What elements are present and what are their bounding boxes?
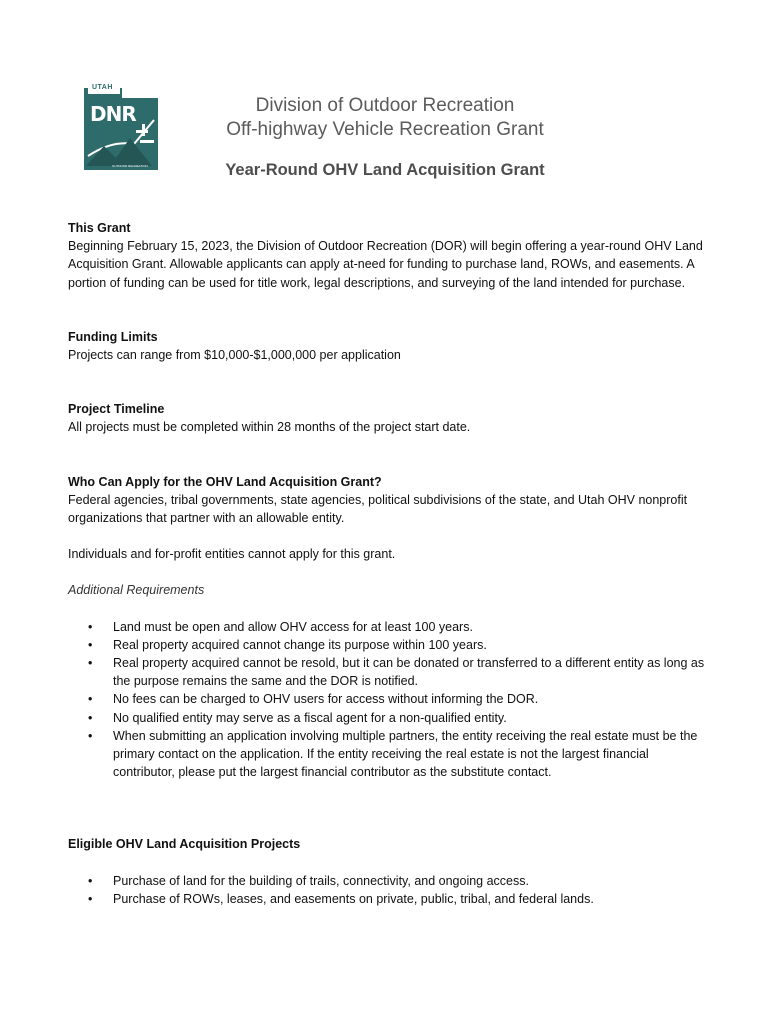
header-division-title: Division of Outdoor Recreation [255, 95, 515, 116]
section-body-this-grant: Beginning February 15, 2023, the Division of Outdoor Recreation (DOR) will begin offering a year-round OHV Land Acquisition Grant. Allowable applicants can apply at-need for funding to purchase land, ROWs, and easements. A portion of funding can be used for title work, legal descriptions, and surveying of the land intended for purchase. [68, 239, 703, 290]
bullet-icon: • [88, 619, 93, 634]
list-item [68, 654, 708, 690]
bullet-icon: • [88, 891, 93, 906]
logo-main-text: DNR [90, 102, 136, 126]
section-body-project-timeline: All projects must be completed within 28 months of the project start date. [68, 420, 471, 435]
bullet-icon: • [88, 728, 93, 743]
requirements-list [68, 618, 708, 782]
additional-requirements-heading: Additional Requirements [68, 583, 205, 598]
section-title-funding-limits: Funding Limits [68, 329, 158, 344]
section-title-this-grant: This Grant [68, 221, 131, 235]
logo-top-text: UTAH [92, 84, 113, 91]
bullet-icon: • [88, 710, 93, 725]
list-item-text: Real property acquired cannot change its purpose within 100 years. [113, 637, 487, 652]
section-title-eligible-projects: Eligible OHV Land Acquisition Projects [68, 837, 301, 852]
header-program-title: Off-highway Vehicle Recreation Grant [226, 119, 544, 140]
list-item [68, 709, 708, 727]
list-item-text: Real property acquired cannot be resold, but it can be donated or transferred to a different entity as long as the purpose remains the same and the DOR is notified. [113, 656, 705, 689]
section-body-who-can-apply: Federal agencies, tribal governments, state agencies, political subdivisions of the state, and Utah OHV nonprofit organizations that partner with an allowable entity. [68, 492, 688, 526]
bullet-icon: • [88, 656, 93, 671]
ineligible-note: Individuals and for-profit entities cannot apply for this grant. [68, 547, 396, 562]
document-body [68, 219, 708, 908]
eligible-projects-list [68, 872, 708, 908]
list-item-text: No qualified entity may serve as a fiscal agent for a non-qualified entity. [113, 710, 507, 725]
page-title: Year-Round OHV Land Acquisition Grant [225, 161, 545, 179]
list-item [68, 618, 708, 636]
list-item-text: Purchase of land for the building of trails, connectivity, and ongoing access. [113, 873, 529, 888]
logo-bottom-text: OUTDOOR RECREATION [112, 164, 148, 168]
section-body-funding-limits: Projects can range from $10,000-$1,000,000 per application [68, 348, 401, 363]
section-title-project-timeline: Project Timeline [68, 402, 165, 417]
list-item-text: Land must be open and allow OHV access for at least 100 years. [113, 619, 473, 634]
bullet-icon: • [88, 692, 93, 707]
list-item [68, 872, 708, 890]
list-item [68, 690, 708, 708]
utah-dnr-logo [82, 80, 160, 172]
list-item [68, 727, 708, 782]
list-item-text: No fees can be charged to OHV users for access without informing the DOR. [113, 692, 539, 707]
section-title-who-can-apply: Who Can Apply for the OHV Land Acquisition Grant? [68, 474, 382, 489]
bullet-icon: • [88, 637, 93, 652]
list-item-text: Purchase of ROWs, leases, and easements on private, public, tribal, and federal lands. [113, 891, 594, 906]
utah-dnr-logo-graphic [82, 80, 160, 172]
list-item [68, 890, 708, 908]
bullet-icon: • [88, 873, 93, 888]
list-item-text: When submitting an application involving multiple partners, the entity receiving the real estate must be the primary contact on the application. If the entity receiving the real estate is not the largest financial contributor, please put the largest financial contributor as the substitute contact. [113, 728, 698, 780]
list-item [68, 636, 708, 654]
